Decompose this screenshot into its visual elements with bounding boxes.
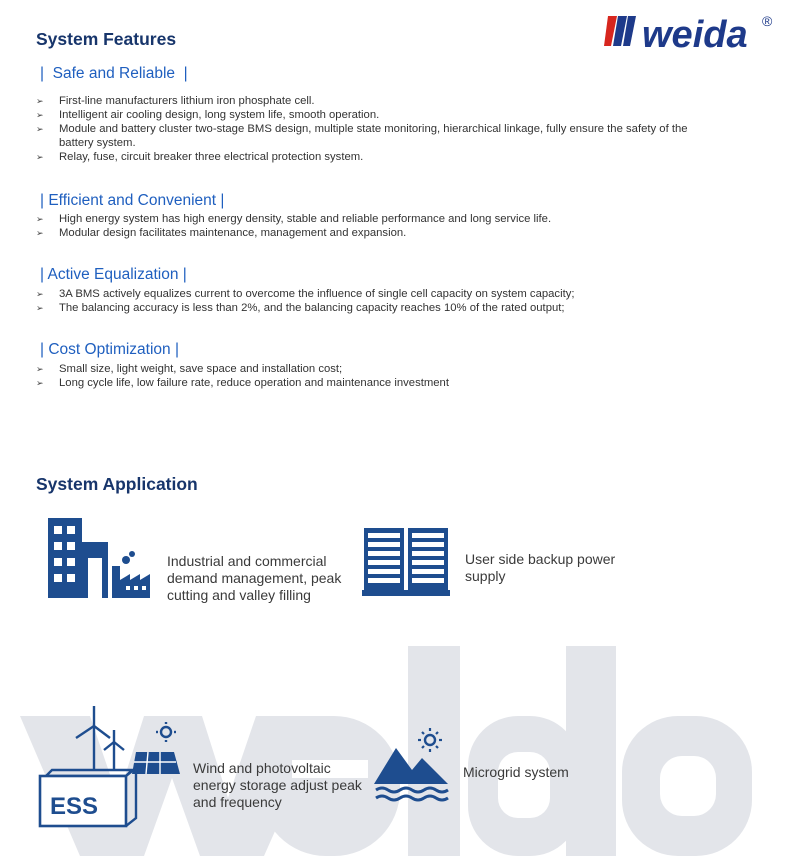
application-label: Microgrid system xyxy=(463,764,569,780)
list-item: ➢ The balancing accuracy is less than 2%, and the balancing capacity reaches 10% of the rated output; xyxy=(36,302,565,314)
section-title-safe: | Safe and Reliable | xyxy=(40,65,188,82)
arrow-bullet-icon: ➢ xyxy=(36,378,44,388)
arrow-bullet-icon: ➢ xyxy=(36,96,44,106)
registered-mark: ® xyxy=(762,13,773,29)
cost-list xyxy=(36,362,716,390)
features-heading: System Features xyxy=(36,29,177,49)
arrow-bullet-icon: ➢ xyxy=(36,303,44,313)
arrow-bullet-icon: ➢ xyxy=(36,364,44,374)
arrow-bullet-icon: ➢ xyxy=(36,289,44,299)
efficient-list xyxy=(36,212,716,240)
server-rack-icon xyxy=(362,528,450,596)
weida-logo xyxy=(604,10,780,54)
list-item: ➢ Modular design facilitates maintenance, management and expansion. xyxy=(36,227,407,239)
safe-list xyxy=(36,94,716,164)
ess-label: ESS xyxy=(50,793,99,820)
application-label: Wind and photovoltaic energy storage adjust peak and frequency xyxy=(193,760,362,810)
logo-text: weida xyxy=(642,14,748,54)
microgrid-icon xyxy=(372,726,452,806)
list-item: ➢ Long cycle life, low failure rate, reduce operation and maintenance investment xyxy=(36,377,449,389)
wind-solar-ess-icon xyxy=(36,704,186,830)
section-title-efficient: | Efficient and Convenient | xyxy=(40,192,225,209)
section-title-equalization: | Active Equalization | xyxy=(40,266,187,283)
list-item: ➢ High energy system has high energy density, stable and reliable performance and long service life. xyxy=(36,213,552,225)
application-heading: System Application xyxy=(36,474,198,494)
list-item: ➢ Module and battery cluster two-stage BMS design, multiple state monitoring, hierarchical linkage, fully ensure the safety of the battery system. xyxy=(36,123,688,149)
arrow-bullet-icon: ➢ xyxy=(36,214,44,224)
arrow-bullet-icon: ➢ xyxy=(36,110,44,120)
arrow-bullet-icon: ➢ xyxy=(36,152,44,162)
section-title-cost: | Cost Optimization | xyxy=(40,341,180,358)
list-item: ➢ Intelligent air cooling design, long system life, smooth operation. xyxy=(36,109,380,121)
list-item: ➢ First-line manufacturers lithium iron phosphate cell. xyxy=(36,95,315,107)
application-label: User side backup power supply xyxy=(465,551,616,584)
list-item: ➢ Small size, light weight, save space and installation cost; xyxy=(36,363,343,375)
factory-icon xyxy=(48,518,156,600)
list-item: ➢ 3A BMS actively equalizes current to overcome the influence of single cell capacity on system capacity; xyxy=(36,288,575,300)
application-label: Industrial and commercial demand management, peak cutting and valley filling xyxy=(167,553,342,603)
arrow-bullet-icon: ➢ xyxy=(36,228,44,238)
equalization-list xyxy=(36,287,716,315)
arrow-bullet-icon: ➢ xyxy=(36,124,44,134)
list-item: ➢ Relay, fuse, circuit breaker three electrical protection system. xyxy=(36,151,364,163)
